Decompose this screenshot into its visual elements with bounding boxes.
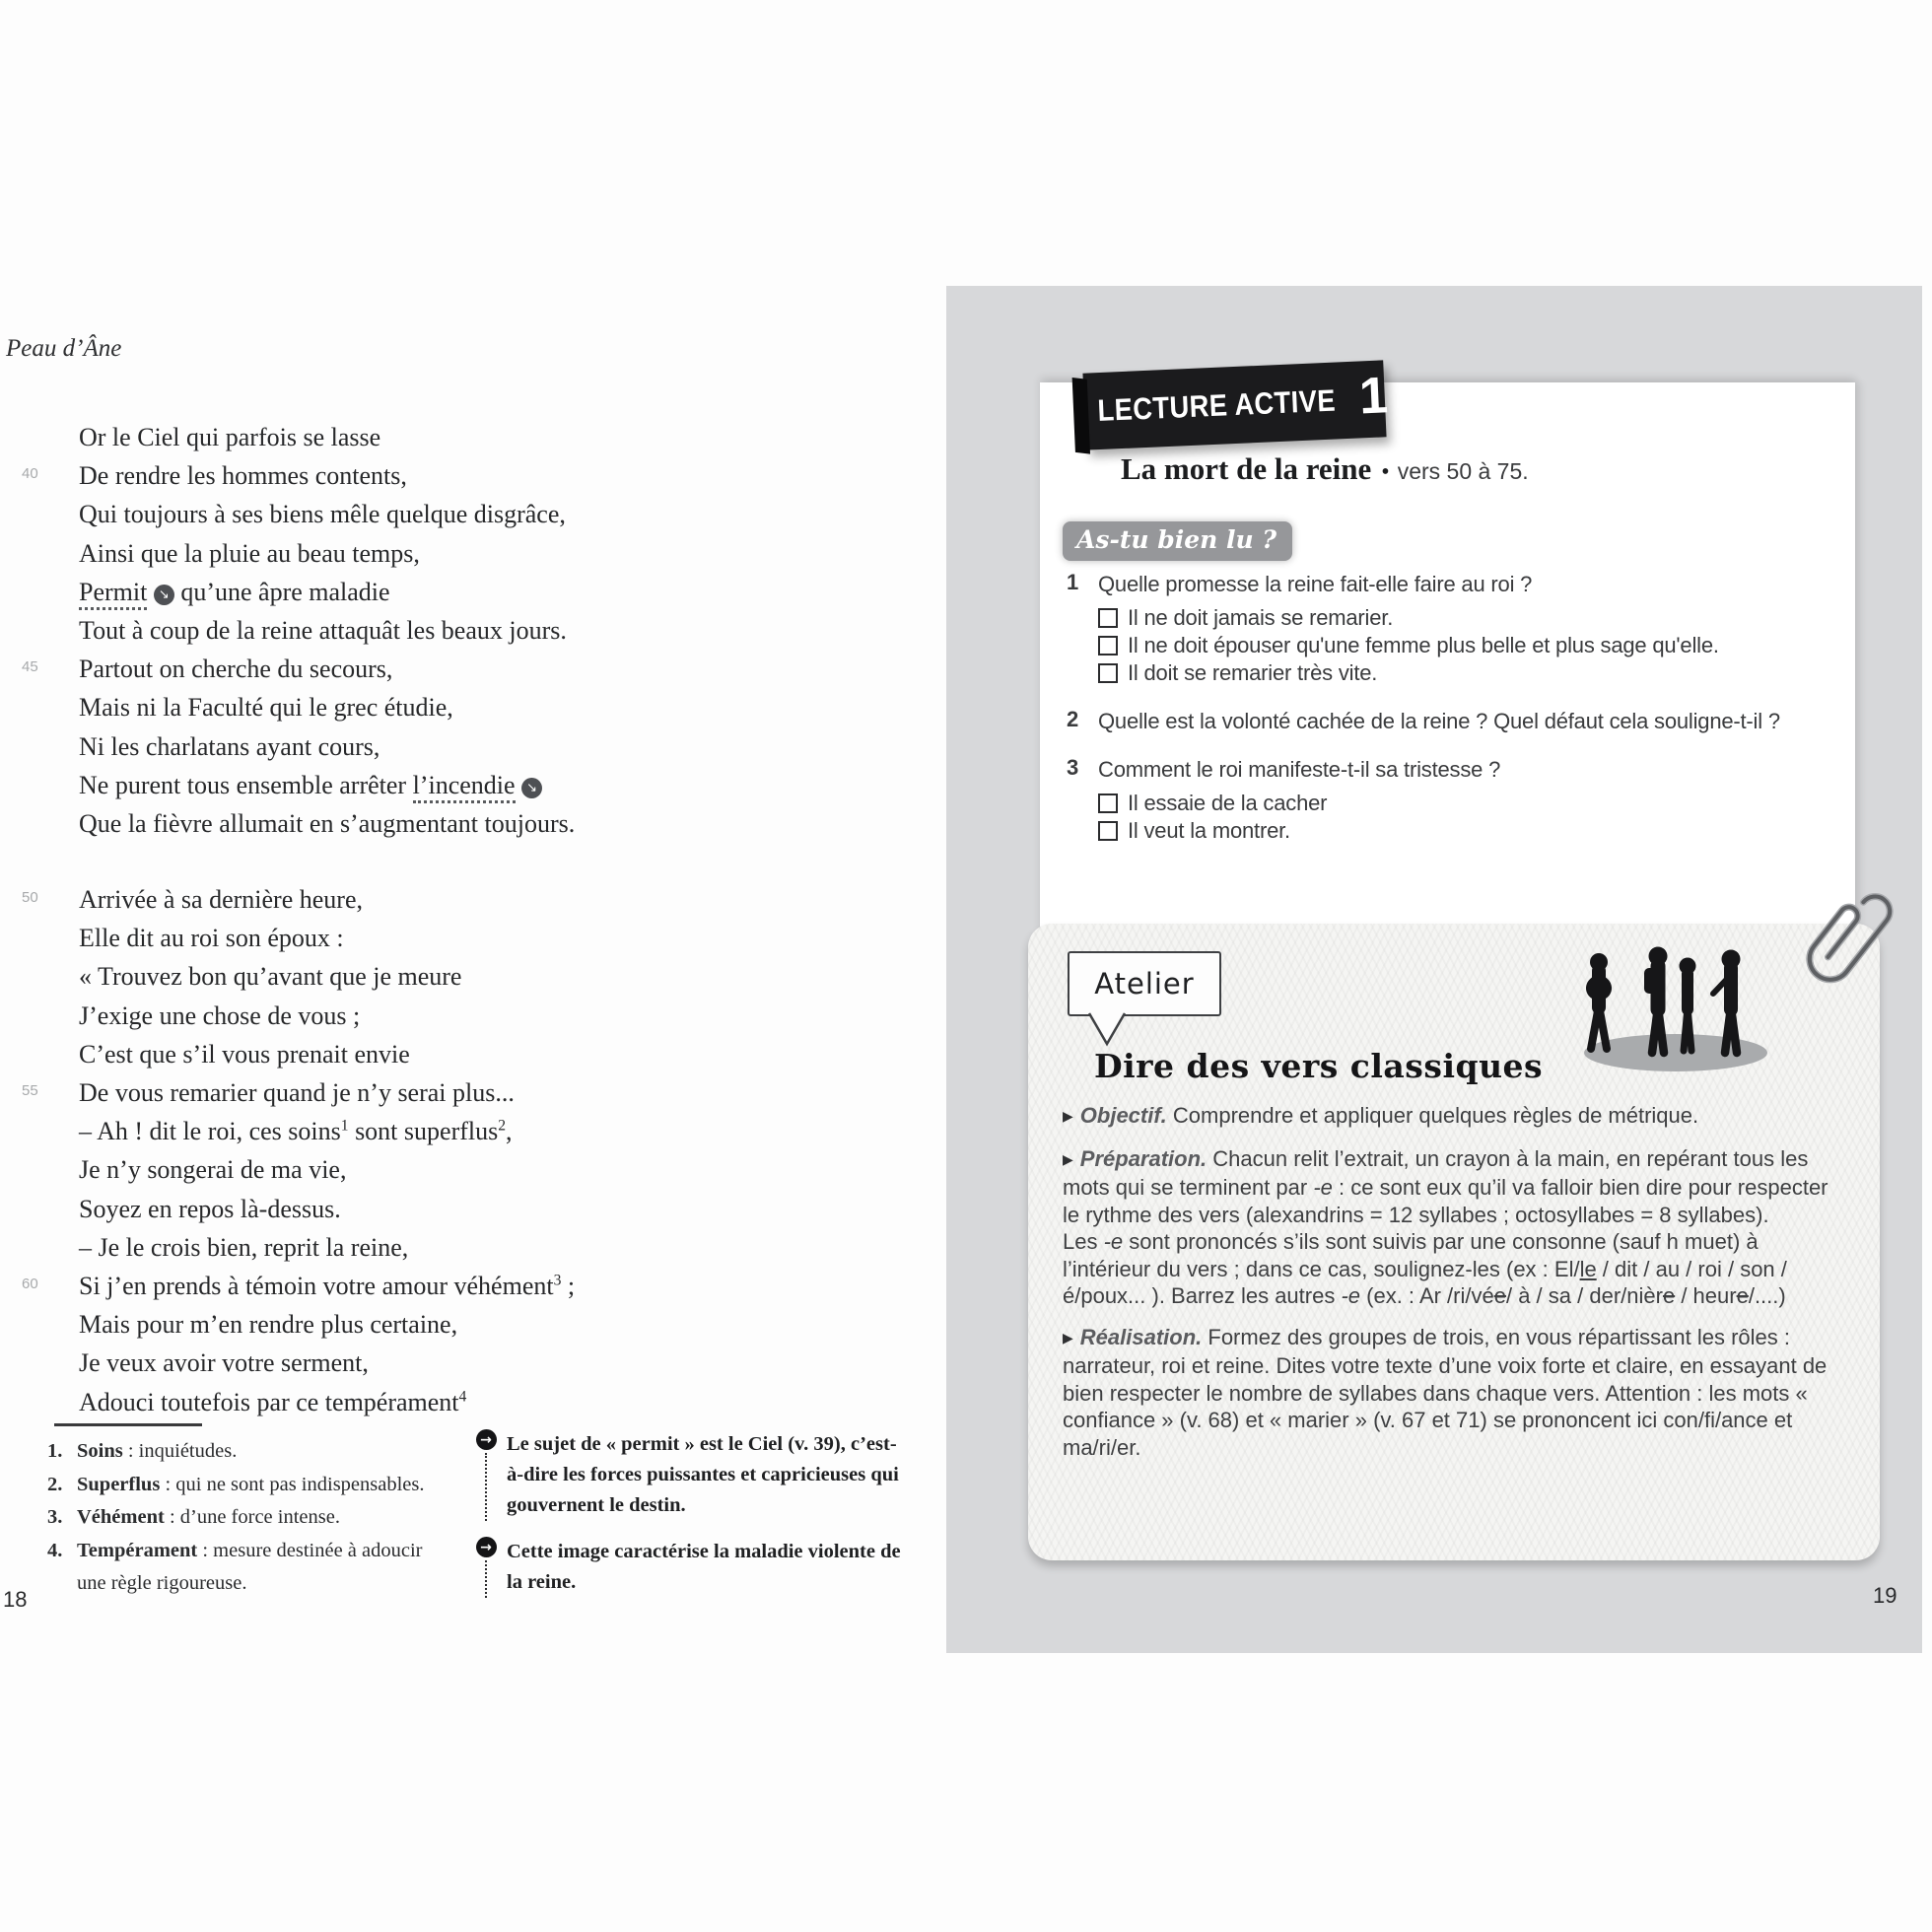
verse-number	[22, 1344, 79, 1352]
note-arrow-icon: →	[476, 1429, 497, 1450]
reference-arrow-icon: ↘	[154, 585, 174, 605]
atelier-title: Dire des vers classiques	[1094, 1047, 1544, 1085]
verse-text: Ni les charlatans ayant cours,	[79, 731, 380, 761]
footnote	[47, 1469, 442, 1502]
poem-line	[22, 1305, 712, 1344]
answer-checkbox[interactable]	[1098, 821, 1118, 841]
poem-line	[22, 650, 712, 688]
verse-number	[22, 1383, 79, 1392]
verse-text: Ne purent tous ensemble arrêter l’incendie ↘	[79, 766, 542, 804]
section-body: Comprendre et appliquer quelques règles de métrique.	[1172, 1103, 1699, 1128]
triangle-bullet-icon: ▶	[1063, 1151, 1073, 1168]
footnote-number: 2.	[47, 1473, 63, 1495]
people-silhouettes-icon	[1557, 944, 1789, 1074]
poem-extract	[22, 418, 712, 1421]
note-marker-column	[471, 1429, 501, 1521]
verse-text: Or le Ciel qui parfois se lasse	[79, 423, 381, 451]
atelier-instructions	[1063, 1102, 1845, 1475]
triangle-bullet-icon: ▶	[1063, 1330, 1073, 1346]
answer-label: Il veut la montrer.	[1128, 818, 1290, 843]
answer-option	[1098, 659, 1835, 687]
poem-line	[22, 611, 712, 650]
poem-line	[22, 1112, 712, 1150]
verse-text: Arrivée à sa dernière heure,	[79, 885, 363, 915]
footnote-number: 1.	[47, 1440, 63, 1462]
margin-note	[471, 1537, 910, 1598]
activity-title-text: La mort de la reine	[1121, 451, 1372, 486]
poem-line	[22, 1150, 712, 1189]
footnote-term: Tempérament	[77, 1539, 198, 1561]
footnotes	[47, 1435, 442, 1601]
verse-number: 60	[22, 1275, 38, 1292]
verse-number	[22, 727, 79, 736]
verse-text: J’exige une chose de vous ;	[79, 1000, 361, 1030]
section-lead: Réalisation.	[1079, 1324, 1208, 1349]
verse-number	[22, 766, 79, 775]
question	[1067, 570, 1835, 687]
verse-text: – Je le crois bien, reprit la reine,	[79, 1232, 409, 1262]
answer-options	[1067, 604, 1835, 687]
verse-text: – Ah ! dit le roi, ces soins$^1$ sont superflus$^2$,	[79, 1117, 513, 1146]
section-body: Formez des groupes de trois, en vous répartissant les rôles : narrateur, roi et reine. Dites votre texte d’une voix forte et claire, en essayant de bien respecter le nombre de syllabes dans chaque vers. Attention : les mots « confiance » (v. 68) et « marier » (v. 67 et 71) se prononcent ici con/fi/ance et ma/ri/er.	[1063, 1324, 1828, 1460]
answer-option	[1098, 604, 1835, 632]
question-text: Quelle promesse la reine fait-elle faire au roi ?	[1098, 572, 1533, 596]
verse-number: 50	[22, 889, 38, 907]
poem-line	[22, 495, 712, 533]
answer-checkbox[interactable]	[1098, 608, 1118, 628]
answer-options	[1067, 790, 1835, 845]
verse-text: Mais ni la Faculté qui le grec étudie,	[79, 693, 453, 723]
footnote	[47, 1435, 442, 1469]
answer-checkbox[interactable]	[1098, 794, 1118, 813]
verse-number: 55	[22, 1082, 38, 1099]
footnote-definition: : inquiétudes.	[122, 1440, 238, 1462]
verse-text: Qui toujours à ses biens mêle quelque disgrâce,	[79, 500, 566, 529]
poem-line	[22, 766, 712, 804]
margin-notes	[471, 1429, 910, 1614]
verse-number	[22, 495, 79, 504]
atelier-section	[1063, 1324, 1845, 1462]
paperclip-icon	[1786, 880, 1895, 1018]
reference-arrow-icon: ↘	[521, 778, 542, 798]
footnote-term: Superflus	[77, 1473, 161, 1495]
margin-note	[471, 1429, 910, 1521]
note-arrow-icon: →	[476, 1537, 497, 1557]
atelier-section	[1063, 1145, 1845, 1310]
poem-line	[22, 418, 712, 456]
poem-line	[22, 456, 712, 495]
atelier-speech-bubble	[1068, 951, 1221, 1016]
poem-line	[22, 727, 712, 766]
verse-range: vers 50 à 75.	[1397, 458, 1529, 484]
poem-line	[22, 573, 712, 611]
answer-option	[1098, 632, 1835, 659]
poem-line	[22, 1267, 712, 1305]
speech-bubble-tail	[1086, 1012, 1128, 1048]
question-list	[1067, 570, 1835, 864]
page-number-left: 18	[3, 1587, 28, 1612]
answer-option	[1098, 817, 1835, 845]
poem-line	[22, 804, 712, 843]
verse-number	[22, 1150, 79, 1159]
dotted-line	[485, 1453, 487, 1521]
question-number: 3	[1067, 755, 1079, 780]
verse-text: Elle dit au roi son époux :	[79, 924, 344, 953]
verse-number	[22, 997, 79, 1005]
footnote-number: 4.	[47, 1539, 63, 1561]
banner-number: 1	[1357, 367, 1390, 426]
poem-line	[22, 957, 712, 996]
activity-title	[1121, 451, 1529, 487]
poem-line	[22, 688, 712, 726]
question	[1067, 707, 1835, 735]
poem-line	[22, 1035, 712, 1073]
verse-number	[22, 573, 79, 582]
verse-number	[22, 688, 79, 697]
footnote-definition: : mesure destinée à adoucir une règle rigoureuse.	[77, 1539, 423, 1594]
verse-text: Que la fièvre allumait en s’augmentant toujours.	[79, 808, 576, 838]
question-number: 2	[1067, 707, 1079, 731]
footnote-term: Véhément	[77, 1506, 165, 1528]
question-head	[1067, 755, 1835, 784]
as-tu-bien-lu-badge: As-tu bien lu ?	[1063, 521, 1292, 561]
section-body: Chacun relit l’extrait, un crayon à la main, en repérant tous les mots qui se terminent par -e : ce sont eux qu’il va falloir bien dire pour respecter le rythme des vers (alexandrins = 12 syllabes ; octosyllabes = 8 syllabes). Les -e sont prononcés s’ils sont suivis par une consonne (sauf h muet) à l’intérieur du vers ; dans ce cas, soulignez-les (ex : El/le / dit / au / roi / son / é/poux... ). Barrez les autres -e (ex. : Ar /ri/vée/ à / sa / der/nière / heure/....)	[1063, 1145, 1828, 1308]
section-lead: Objectif.	[1079, 1103, 1173, 1128]
footnote-definition: : qui ne sont pas indispensables.	[160, 1473, 425, 1495]
verse-number	[22, 534, 79, 543]
note-text: Cette image caractérise la maladie violente de la reine.	[507, 1541, 901, 1593]
verse-number: 40	[22, 465, 38, 483]
verse-number	[22, 611, 79, 620]
section-lead: Préparation.	[1079, 1145, 1213, 1171]
page-number-right: 19	[1873, 1583, 1898, 1608]
answer-option	[1098, 790, 1835, 817]
poem-line	[22, 1190, 712, 1228]
atelier-bubble-label: Atelier	[1094, 967, 1195, 1000]
poem-line	[22, 1344, 712, 1382]
lecture-active-banner	[1082, 360, 1390, 449]
footnote	[47, 1535, 442, 1601]
question-number: 1	[1067, 570, 1079, 594]
answer-checkbox[interactable]	[1098, 636, 1118, 656]
answer-label: Il essaie de la cacher	[1128, 791, 1328, 815]
question-head	[1067, 707, 1835, 735]
verse-number	[22, 1035, 79, 1044]
verse-text: Tout à coup de la reine attaquât les beaux jours.	[79, 615, 567, 645]
poem-line	[22, 1073, 712, 1112]
question-text: Comment le roi manifeste-t-il sa tristesse ?	[1098, 757, 1501, 782]
verse-text: Je n’y songerai de ma vie,	[79, 1155, 347, 1185]
answer-label: Il doit se remarier très vite.	[1128, 660, 1378, 685]
banner-label: LECTURE ACTIVE	[1096, 382, 1337, 429]
verse-text: Adouci toutefois par ce tempérament$^4$	[79, 1387, 467, 1416]
verse-text: Si j’en prends à témoin votre amour véhément$^3$ ;	[79, 1271, 576, 1300]
annotated-word: l’incendie	[413, 771, 516, 803]
verse-text: Mais pour m’en rendre plus certaine,	[79, 1310, 458, 1340]
verse-number	[22, 957, 79, 966]
question-text: Quelle est la volonté cachée de la reine ? Quel défaut cela souligne-t-il ?	[1098, 709, 1780, 733]
dotted-line	[485, 1560, 487, 1598]
footnote-number: 3.	[47, 1506, 63, 1528]
verse-number	[22, 919, 79, 928]
verse-number	[22, 1228, 79, 1237]
verse-number	[22, 804, 79, 813]
verse-number	[22, 1112, 79, 1121]
poem-line	[22, 880, 712, 919]
poem-line	[22, 997, 712, 1035]
footnote-definition: : d’une force intense.	[164, 1506, 340, 1528]
footnote-separator	[54, 1423, 202, 1426]
footnote	[47, 1501, 442, 1535]
triangle-bullet-icon: ▶	[1063, 1109, 1073, 1125]
verse-number: 45	[22, 658, 38, 676]
verse-text: C’est que s’il vous prenait envie	[79, 1039, 410, 1069]
answer-label: Il ne doit épouser qu'une femme plus belle et plus sage qu'elle.	[1128, 633, 1719, 657]
answer-label: Il ne doit jamais se remarier.	[1128, 605, 1394, 630]
annotated-word: Permit	[79, 578, 147, 610]
note-text: Le sujet de « permit » est le Ciel (v. 39), c’est-à-dire les forces puissantes et capricieuses qui gouvernent le destin.	[507, 1433, 899, 1516]
verse-text: De rendre les hommes contents,	[79, 461, 407, 491]
verse-number	[22, 1305, 79, 1314]
poem-line	[22, 534, 712, 573]
verse-number	[22, 1190, 79, 1199]
poem-line	[22, 1383, 712, 1421]
poem-line	[22, 1228, 712, 1267]
verse-text: Ainsi que la pluie au beau temps,	[79, 538, 420, 568]
poem-line	[22, 919, 712, 957]
footnote-term: Soins	[77, 1440, 123, 1462]
verse-number	[22, 418, 79, 427]
verse-text: « Trouvez bon qu’avant que je meure	[79, 962, 462, 992]
verse-text: Soyez en repos là-dessus.	[79, 1194, 341, 1223]
note-marker-column	[471, 1537, 501, 1598]
verse-text: De vous remarier quand je n’y serai plus...	[79, 1078, 515, 1107]
bullet-icon: •	[1381, 459, 1390, 485]
question-head	[1067, 570, 1835, 598]
atelier-section	[1063, 1102, 1845, 1132]
verse-text: Je veux avoir votre serment,	[79, 1348, 369, 1378]
answer-checkbox[interactable]	[1098, 663, 1118, 683]
verse-text: Partout on cherche du secours,	[79, 655, 393, 684]
running-title: Peau d’Âne	[6, 335, 122, 362]
question	[1067, 755, 1835, 845]
verse-text: Permit ↘ qu’une âpre maladie	[79, 573, 390, 611]
